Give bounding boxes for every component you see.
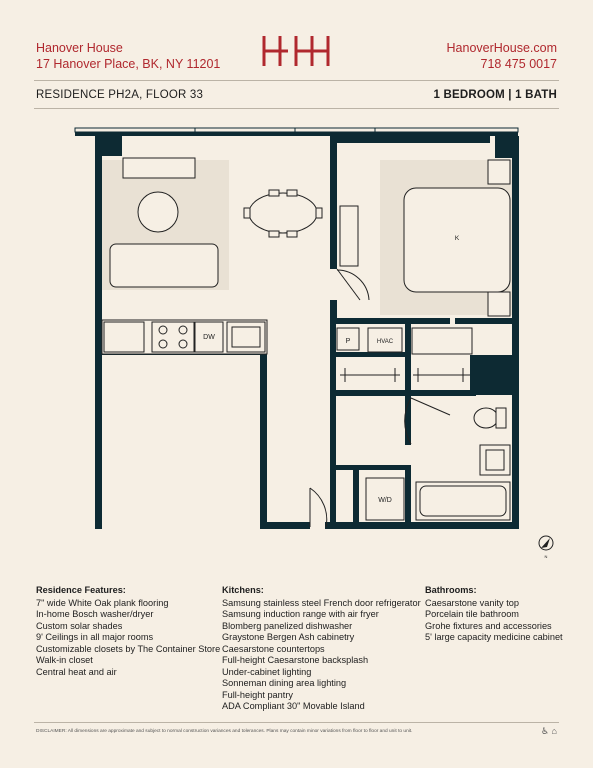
list-item: Samsung stainless steel French door refrigerator (222, 597, 421, 608)
side-table (138, 192, 178, 232)
list-item: Sonneman dining area lighting (222, 678, 347, 688)
entry-door (310, 488, 327, 527)
sofa (110, 244, 218, 287)
list-item: Full-height pantry (222, 689, 293, 700)
list-item: In-home Bosch washer/dryer (36, 609, 154, 619)
dishwasher-label: DW (203, 334, 215, 341)
bedroom-door (337, 269, 369, 300)
list-item: Caesarstone vanity top (425, 597, 519, 608)
list-item: Caesarstone countertops (222, 643, 325, 654)
unit-type-label: 1 BEDROOM | 1 BATH (433, 89, 557, 101)
nightstand (488, 160, 510, 184)
list-item: Central heat and air (36, 666, 117, 677)
list-item: Porcelain tile bathroom (425, 609, 519, 619)
console-table (123, 158, 195, 178)
footer-divider (34, 722, 559, 723)
building-name: Hanover House (36, 41, 123, 55)
list-item: 7" wide White Oak plank flooring (36, 597, 169, 608)
cooktop (152, 322, 194, 352)
nightstand (488, 292, 510, 316)
bathroom-features (425, 585, 563, 644)
washer-dryer-label: W/D (378, 497, 392, 504)
bathroom-door (405, 398, 450, 444)
hvac-label: HVAC (376, 339, 394, 345)
list-item: Graystone Bergen Ash cabinetry (222, 632, 355, 642)
bathroom-fixtures (416, 408, 510, 520)
list-item: Grohe fixtures and accessories (425, 620, 552, 631)
list-item: Blomberg panelized dishwasher (222, 620, 353, 631)
list-item: Full-height Caesarstone backsplash (222, 655, 369, 665)
disclaimer-text: DISCLAIMER: All dimensions are approximate and subject to normal construction variances and tolerances. Plans may contain minor variations from floor to floor and unit to unit. (36, 729, 413, 734)
kitchen-features (222, 585, 421, 713)
dining-set (244, 190, 322, 237)
list-item: Samsung induction range with air fryer (222, 609, 379, 619)
residence-features (36, 585, 220, 678)
list-item: ADA Compliant 30" Movable Island (222, 701, 365, 711)
list-item: Customizable closets by The Container Store (36, 643, 221, 654)
pantry-label: P (345, 338, 351, 345)
kitchen-counter (102, 320, 267, 354)
accessibility-icon: ♿ ⌂ (540, 726, 557, 736)
bathroom-features-title: Bathrooms: (425, 585, 477, 595)
residence-features-title: Residence Features: (36, 585, 126, 595)
list-item: Custom solar shades (36, 620, 123, 631)
list-item: 5' large capacity medicine cabinet (425, 632, 563, 642)
list-item: Under-cabinet lighting (222, 666, 312, 677)
building-address: 17 Hanover Place, BK, NY 11201 (36, 57, 221, 71)
dresser (340, 206, 358, 266)
residence-label: RESIDENCE PH2A, FLOOR 33 (36, 89, 204, 101)
list-item: Walk-in closet (36, 655, 93, 665)
list-item: 9' Ceilings in all major rooms (36, 632, 154, 642)
king-bed-label: K (454, 235, 460, 242)
website-link[interactable]: HanoverHouse.com (446, 41, 557, 55)
kitchen-features-title: Kitchens: (222, 585, 264, 595)
north-label: N (544, 554, 548, 559)
north-compass-icon (539, 536, 553, 550)
phone-number: 718 475 0017 (480, 57, 557, 71)
